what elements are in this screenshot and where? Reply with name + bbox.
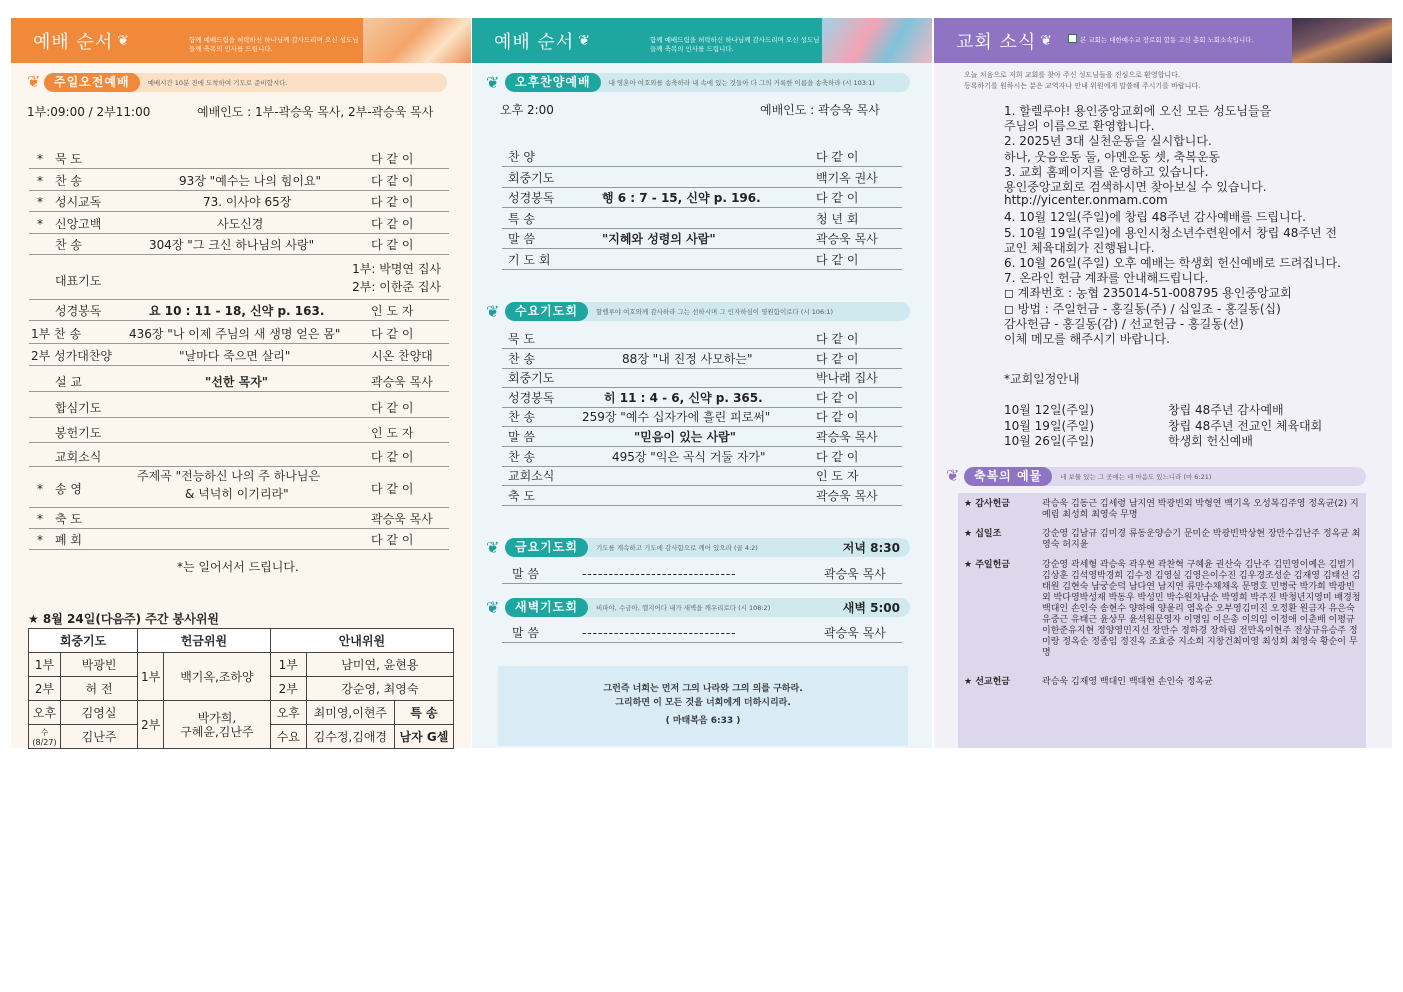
order-row <box>502 486 902 506</box>
duty-header: 헌금위원 <box>138 629 271 653</box>
order-name: 회중기도 <box>508 170 555 185</box>
service-leaders: 예배인도 : 1부-곽승욱 목사, 2부-곽승욱 목사 <box>197 105 434 119</box>
order-name: 묵 도 <box>55 152 82 166</box>
news-line: 주님의 이름으로 환영합니다. <box>1004 119 1155 134</box>
order-who: 곽승욱 목사 <box>816 488 878 503</box>
flower-image <box>363 18 471 63</box>
schedule-date: 10월 19일(주일) <box>1004 418 1095 433</box>
order-who: 곽승욱 목사 <box>824 567 886 581</box>
duty-cell: 김난주 <box>61 725 138 749</box>
schedule-event: 창립 48주년 감사예배 <box>1168 403 1284 417</box>
order-dashes: ----------------------------- <box>582 567 737 581</box>
panel-morning-service <box>11 18 471 748</box>
section-pill <box>44 73 447 92</box>
order-mid: 요 10 : 11 - 18, 신약 p. 163. <box>149 304 325 318</box>
news-line: 7. 온라인 헌금 계좌를 안내해드립니다. <box>1004 271 1209 286</box>
order-who: 2부: 이한준 집사 <box>352 280 441 294</box>
order-mid: 히 11 : 4 - 6, 신약 p. 365. <box>604 390 763 405</box>
order-name: 말 씀 <box>512 626 539 640</box>
order-row <box>29 447 449 467</box>
welcome-note <box>964 70 1200 92</box>
duty-cell: 강순영, 최영숙 <box>306 677 453 701</box>
offering-names: 강순영 곽세형 곽승욱 곽우현 곽찬혁 구혜윤 권산숙 김난주 김민영이예은 김범기 김상훈 김석영박경희 김수정 김영실 김영은이수진 김우경조성순 김재영 김태선 김태원 김현숙 남궁순덕 남다연 남지연 류만수채채옥 문명호 민병국 박가희 박광빈외 박다영박성재 박동우 박성민 박수원차남순 박영희 박주진 박청년지영미 배경청 백대인 손인숙 송현수 양하애 양윤리 염옥순 오부영김미진 오정환 원금자 유은숙 유중근 유태근 윤상무 윤석원문영자 이명임 이은총 이의임 이정애 이춘배 이평규 이한준유지현 정양영민지선 장만수 정하경 장하림 전만옥이현주 전상규유승주 정미랑 정옥순 정종임 정진옥 조효증 지소희 지창건최미영 최성희 최영숙 황순이 무명 <box>1042 560 1361 658</box>
order-name: 찬 양 <box>508 150 535 164</box>
section-label: 주일오전예배 <box>44 73 140 92</box>
order-name: 축 도 <box>55 512 82 526</box>
order-name: 2부 성가대찬양 <box>31 349 113 363</box>
order-row <box>502 564 902 584</box>
schedule-title: *교회일정안내 <box>1004 372 1080 386</box>
order-row-reading <box>29 301 449 321</box>
duty-cell: 1부 <box>138 653 164 701</box>
leaf-icon: ❦ <box>27 72 41 91</box>
offering-names: 강순영 김남규 김미경 류동운양승기 문미순 박광빈박상현 장만수김난주 정옥균 최영숙 허지윤 <box>1042 529 1361 550</box>
order-mid: "날마다 죽으면 살리" <box>179 349 291 363</box>
news-line: ◻ 계좌번호 : 농협 235014-51-008795 용인중앙교회 <box>1004 286 1292 301</box>
duty-cell: 허 전 <box>61 677 138 701</box>
order-row <box>29 192 449 212</box>
order-row <box>29 423 449 443</box>
order-mid: "믿음이 있는 사람" <box>634 430 737 444</box>
order-name: 찬 송 <box>55 238 82 252</box>
duty-cell: 최미영,이현주 <box>306 701 394 725</box>
verse-line: 그런즉 너희는 먼저 그의 나라와 그의 의를 구하라. <box>603 684 803 694</box>
service-info <box>500 100 910 120</box>
order-row-prayer <box>29 262 449 300</box>
schedule-date: 10월 12일(주일) <box>1004 403 1095 417</box>
duty-cell: 2부 <box>270 677 306 701</box>
star-icon: * <box>37 195 43 209</box>
duty-cell: 오후 <box>270 701 306 725</box>
duty-title: ★ 8월 24일(다음주) 주간 봉사위원 <box>28 612 219 626</box>
leaf-icon: ❦ <box>578 32 591 49</box>
order-who: 다 같 이 <box>816 410 859 425</box>
order-name: 대표기도 <box>55 274 102 288</box>
order-who: 다 같 이 <box>816 449 859 464</box>
order-name: 성경봉독 <box>55 304 102 318</box>
section-label: 축복의 예물 <box>964 467 1052 486</box>
order-row <box>29 171 449 191</box>
order-row <box>502 349 902 369</box>
service-info <box>27 102 457 122</box>
order-name: 찬 송 <box>508 449 535 464</box>
order-who: 인 도 자 <box>816 469 859 484</box>
order-row <box>502 623 902 643</box>
duty-header: 회중기도 <box>29 629 138 653</box>
duty-cell: 특 송 <box>394 701 453 725</box>
offering-names: 곽승욱 김재영 백대인 백대현 손인숙 정옥균 <box>1042 677 1213 687</box>
order-name: 말 씀 <box>512 567 539 581</box>
order-dashes: ----------------------------- <box>582 626 737 640</box>
schedule-event: 학생회 헌신예배 <box>1168 434 1253 448</box>
order-row <box>502 388 902 408</box>
news-line: 교인 체육대회가 진행됩니다. <box>1004 240 1155 255</box>
order-row <box>502 329 902 349</box>
order-row-doxology <box>29 470 449 508</box>
duty-cell: 1부 <box>29 653 61 677</box>
order-who: 박나래 집사 <box>816 371 878 386</box>
duty-header: 안내위원 <box>270 629 453 653</box>
order-who: 다 같 이 <box>816 150 859 164</box>
order-mid: 93장 "예수는 나의 힘이요" <box>179 173 322 188</box>
panel-header <box>11 18 471 63</box>
offering-category: ★ 선교헌금 <box>964 677 1010 687</box>
order-who: 백기옥 권사 <box>816 170 878 185</box>
star-icon: * <box>37 173 43 188</box>
header-title: 예배 순서 <box>33 31 114 53</box>
duty-cell: 2부 <box>138 701 164 749</box>
news-line: ◻ 방법 : 주일헌금 - 홍길동(주) / 십일조 - 홍길동(십) <box>1004 301 1281 316</box>
order-who: 시온 찬양대 <box>371 349 433 363</box>
order-mid: 304장 "그 크신 하나님의 사랑" <box>149 238 315 252</box>
offering-category: ★ 감사헌금 <box>964 499 1010 509</box>
duty-cell: 수요 <box>270 725 306 749</box>
section-label: 오후찬양예배 <box>505 73 601 92</box>
order-who: 다 같 이 <box>816 191 859 205</box>
news-line: 6. 10월 26일(주일) 오후 예배는 학생회 헌신예배로 드려집니다. <box>1004 256 1341 270</box>
section-note: 비파야, 수금아, 깰지어다 내가 새벽을 깨우리로다 (시 108:2) <box>595 604 771 612</box>
order-who: 곽승욱 목사 <box>816 430 878 444</box>
order-name: 봉헌기도 <box>55 425 102 440</box>
panel-header <box>472 18 932 63</box>
news-line: 3. 교회 홈페이지를 운영하고 있습니다. <box>1004 164 1209 179</box>
order-mid: 88장 "내 진정 사모하는" <box>622 351 753 366</box>
order-who: 다 같 이 <box>371 482 414 496</box>
order-who: 다 같 이 <box>371 238 414 252</box>
news-line: 4. 10월 12일(주일)에 창립 48주년 감사예배를 드립니다. <box>1004 210 1306 225</box>
order-name: 찬 송 <box>508 410 535 425</box>
order-name: 축 도 <box>508 488 535 503</box>
order-mid: 사도신경 <box>217 216 264 231</box>
duty-cell: 김수정,김애경 <box>306 725 394 749</box>
order-row-hymn <box>29 324 449 344</box>
news-line: 하나, 웃음운동 둘, 아멘운동 셋, 축복운동 <box>1004 149 1220 164</box>
order-row-close <box>29 530 449 550</box>
duty-name: 박가희, <box>197 710 237 725</box>
news-line: 2. 2025년 3대 실천운동을 실시합니다. <box>1004 134 1212 149</box>
section-label: 금요기도회 <box>505 538 588 557</box>
header-subtitle: 함께 예배드림을 허락하신 하나님께 감사드리며 오신 성도님들께 축복의 인사를 드립니다. <box>189 36 359 53</box>
section-note: 내 영혼아 여호와를 송축하라 내 속에 있는 것들아 다 그의 거룩한 이름을 송축하라 (시 103:1) <box>608 79 875 87</box>
order-who: 다 같 이 <box>816 351 859 366</box>
order-who: 곽승욱 목사 <box>824 626 886 640</box>
offering-category: ★ 주일헌금 <box>964 560 1010 570</box>
tulip-image <box>822 18 932 63</box>
section-label: 수요기도회 <box>505 302 588 321</box>
offering-category: ★ 십일조 <box>964 529 1002 539</box>
order-mid: 행 6 : 7 - 15, 신약 p. 196. <box>602 191 761 205</box>
duty-cell: 남자 G셀 <box>394 725 453 749</box>
order-name: 성경봉독 <box>508 390 555 405</box>
order-row <box>502 466 902 486</box>
order-row-blessing <box>29 509 449 529</box>
news-line: 용인중앙교회로 검색하시면 찾아보실 수 있습니다. <box>1004 180 1267 194</box>
order-name: 기 도 회 <box>508 252 551 267</box>
order-row <box>29 235 449 255</box>
header-subtitle: 함께 예배드림을 허락하신 하나님께 감사드리며 오신 성도님들께 축복의 인사를 드립니다. <box>650 36 820 53</box>
section-pill <box>505 302 910 321</box>
order-mid: 436장 "나 이제 주님의 새 생명 얻은 몸" <box>129 327 341 341</box>
leaf-icon: ❦ <box>486 302 500 321</box>
duty-cell: 박광빈 <box>61 653 138 677</box>
order-name: 합심기도 <box>55 401 102 415</box>
order-row <box>502 188 902 208</box>
order-name: 회중기도 <box>508 371 555 386</box>
duty-name: 구혜윤,김난주 <box>180 724 254 739</box>
order-row <box>502 147 902 167</box>
star-icon: * <box>37 216 43 231</box>
section-note: 네 보물 있는 그 곳에는 네 마음도 있느니라 (마 6:21) <box>1060 473 1212 481</box>
section-pill <box>505 73 910 92</box>
verse-line: 그리하면 이 모든 것을 너희에게 더하시리라. <box>615 698 791 708</box>
order-who: 다 같 이 <box>371 173 414 188</box>
order-row <box>29 398 449 418</box>
order-who: 다 같 이 <box>816 390 859 405</box>
service-time: 저녁 8:30 <box>842 541 900 555</box>
leaf-icon: ❦ <box>1040 32 1053 49</box>
order-row <box>502 368 902 388</box>
leaf-icon: ❦ <box>117 32 130 49</box>
lantern-image <box>1292 18 1392 63</box>
leaf-icon: ❦ <box>946 466 960 485</box>
star-icon: * <box>37 512 43 526</box>
order-who: 곽승욱 목사 <box>816 232 878 246</box>
order-name: 폐 회 <box>55 533 82 547</box>
header-title: 예배 순서 <box>494 31 575 53</box>
order-who: 청 년 회 <box>816 211 859 226</box>
order-name: 성경봉독 <box>508 191 555 205</box>
order-name: 교회소식 <box>55 450 102 464</box>
order-who: 다 같 이 <box>816 332 859 346</box>
church-logo-icon <box>1068 34 1077 43</box>
duty-table <box>28 628 454 749</box>
service-time: 새벽 5:00 <box>842 601 900 615</box>
schedule-date: 10월 26일(주일) <box>1004 434 1095 448</box>
order-row <box>502 447 902 467</box>
order-row <box>502 407 902 427</box>
order-name: 특 송 <box>508 211 535 226</box>
leaf-icon: ❦ <box>486 598 500 617</box>
welcome-line: 오늘 처음으로 저희 교회를 찾아 주신 성도님들을 진심으로 환영합니다. <box>964 71 1181 79</box>
star-icon: * <box>37 533 43 547</box>
news-line: http://yicenter.onmam.com <box>1004 193 1168 208</box>
order-row <box>29 149 449 169</box>
order-mid: "지혜와 성령의 사람" <box>602 232 716 246</box>
order-who: 곽승욱 목사 <box>371 512 433 526</box>
duty-cell: 2부 <box>29 677 61 701</box>
order-mid: 259장 "예수 십자가에 흘린 피로써" <box>582 410 771 425</box>
note-text: *는 일어서서 드립니다. <box>177 560 299 574</box>
order-name: 묵 도 <box>508 332 535 346</box>
order-mid: 495장 "익은 곡식 거둘 자가" <box>612 449 766 464</box>
news-line: 1. 할렐루야! 용인중앙교회에 오신 모든 성도님들을 <box>1004 104 1272 118</box>
order-name: 설 교 <box>55 375 82 389</box>
duty-cell: 백기옥,조하양 <box>164 653 271 701</box>
order-who: 인 도 자 <box>371 425 414 440</box>
star-icon: * <box>37 152 43 166</box>
order-row <box>502 250 902 270</box>
order-row <box>502 209 902 229</box>
offering-names: 곽승욱 김동근 김세령 남지연 박광빈외 박형연 백기옥 오성복김주영 정옥균(2) 지예림 최성희 최영숙 무명 <box>1042 499 1359 520</box>
offering-list <box>958 493 1366 748</box>
section-note: 할렐루야 여호와께 감사하라 그는 선하시며 그 인자하심이 영원함이로다 (시 106:1) <box>595 308 834 316</box>
order-row <box>502 229 902 249</box>
order-who: 인 도 자 <box>371 304 414 318</box>
order-who: 다 같 이 <box>816 252 859 267</box>
duty-cell: 수(8/27) <box>29 725 61 749</box>
news-line: 감사헌금 - 홍길동(감) / 선교헌금 - 홍길동(선) <box>1004 316 1244 331</box>
order-row-sermon <box>29 372 449 392</box>
news-line: 5. 10월 19일(주일)에 용인시청소년수련원에서 창립 48주년 전 <box>1004 225 1337 240</box>
service-times: 1부:09:00 / 2부11:00 <box>27 105 151 119</box>
order-who: 다 같 이 <box>371 327 414 341</box>
header-subtitle: 본 교회는 대한예수교 장로회 합동 고신 총회 노회소속입니다. <box>1080 36 1254 44</box>
order-who: 다 같 이 <box>371 401 414 415</box>
bible-verse-box <box>498 666 908 746</box>
section-pill <box>505 598 910 617</box>
service-time: 오후 2:00 <box>500 103 554 117</box>
order-who: 다 같 이 <box>371 216 414 231</box>
order-row-choir <box>29 346 449 366</box>
duty-cell <box>164 701 271 749</box>
news-line: 이체 메모를 해주시기 바랍니다. <box>1004 332 1170 346</box>
section-pill <box>505 538 910 557</box>
order-who: 다 같 이 <box>371 195 414 209</box>
verse-ref: ( 마태복음 6:33 ) <box>665 716 741 726</box>
duty-cell: 오후 <box>29 701 61 725</box>
order-who: 1부: 박명연 집사 <box>352 262 441 276</box>
panel-header <box>934 18 1392 63</box>
order-mid: "선한 목자" <box>205 375 269 389</box>
order-name: 찬 송 <box>55 173 82 188</box>
order-row <box>502 168 902 188</box>
order-who: 다 같 이 <box>371 450 414 464</box>
section-label: 새벽기도회 <box>505 598 588 617</box>
order-name: 송 영 <box>55 482 82 496</box>
order-who: 다 같 이 <box>371 152 414 166</box>
welcome-line: 등록하기를 원하시는 분은 교역자나 안내 위원에게 말씀해 주시기를 바랍니다. <box>964 82 1201 90</box>
order-mid: & 넉넉히 이기리라" <box>185 487 289 501</box>
service-leader: 예배인도 : 곽승욱 목사 <box>760 103 880 117</box>
order-name: 성시교독 <box>55 195 102 209</box>
order-name: 말 씀 <box>508 430 535 444</box>
order-name: 찬 송 <box>508 351 535 366</box>
order-name: 말 씀 <box>508 232 535 246</box>
panel-church-news <box>934 18 1392 748</box>
section-note: 기도를 계속하고 기도에 감사함으로 깨어 있으라 (골 4:2) <box>595 544 758 552</box>
order-name: 교회소식 <box>508 469 555 484</box>
header-title: 교회 소식 <box>956 31 1037 53</box>
order-row <box>502 427 902 447</box>
order-name: 1부 찬 송 <box>31 327 82 341</box>
schedule-event: 창립 48주년 전교인 체육대회 <box>1168 418 1323 433</box>
order-row <box>29 214 449 234</box>
section-pill <box>964 467 1366 486</box>
order-name: 신앙고백 <box>55 216 102 231</box>
order-mid: 73. 이사야 65장 <box>203 195 292 209</box>
duty-cell: 김영실 <box>61 701 138 725</box>
leaf-icon: ❦ <box>486 538 500 557</box>
panel-weekday-services <box>472 18 932 748</box>
star-icon: * <box>37 482 43 496</box>
order-who: 다 같 이 <box>371 533 414 547</box>
order-who: 곽승욱 목사 <box>371 375 433 389</box>
leaf-icon: ❦ <box>486 73 500 92</box>
duty-cell: 1부 <box>270 653 306 677</box>
section-note: 예배시간 10분 전에 도착하여 기도로 준비합시다. <box>147 79 288 87</box>
order-mid: 주제곡 "전능하신 나의 주 하나님은 <box>137 469 321 483</box>
standing-note <box>177 557 377 577</box>
duty-cell: 남미연, 윤현용 <box>306 653 453 677</box>
